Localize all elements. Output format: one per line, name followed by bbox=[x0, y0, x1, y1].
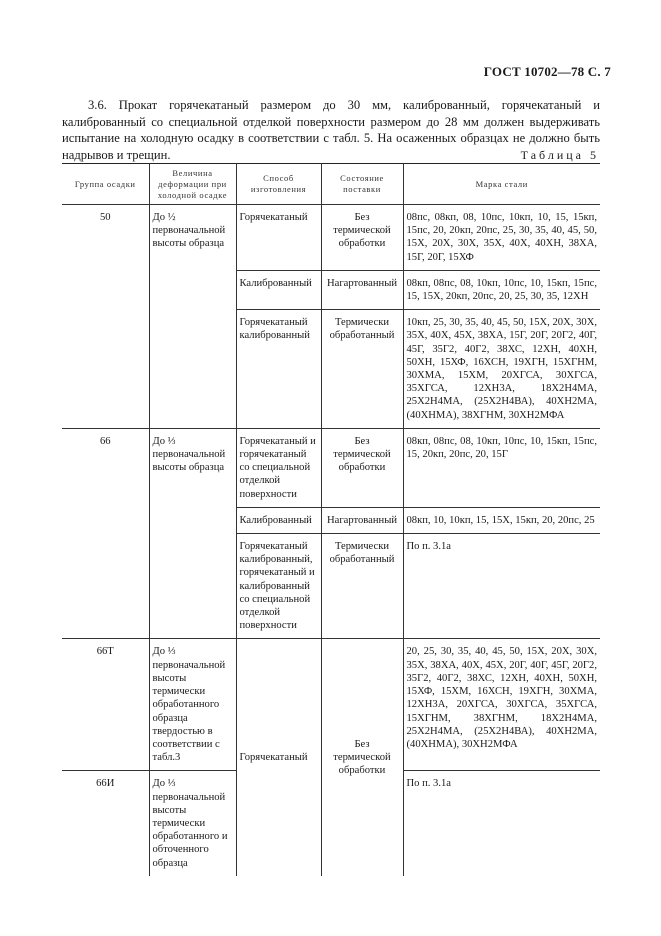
method-cell: Горячекатаный и горячекатаный со специальной отделкой поверхности bbox=[236, 428, 321, 507]
header-method: Способ изготовления bbox=[236, 164, 321, 205]
state-cell: Термически обработанный bbox=[321, 310, 403, 429]
state-cell-shared: Без термической обработки bbox=[321, 639, 403, 876]
state-cell: Нагартованный bbox=[321, 270, 403, 309]
state-cell: Термически обработанный bbox=[321, 534, 403, 639]
method-cell: Горячекатаный калиброванный bbox=[236, 310, 321, 429]
table-5 bbox=[62, 163, 600, 876]
state-cell: Без термической обработки bbox=[321, 428, 403, 507]
table-caption: Таблица 5 bbox=[520, 148, 599, 162]
header-state: Состояние поставки bbox=[321, 164, 403, 205]
group-cell: 66 bbox=[62, 428, 149, 639]
state-cell: Нагартованный bbox=[321, 507, 403, 533]
table-row bbox=[62, 428, 600, 507]
deformation-cell: До ⅓ первоначальной высоты образца bbox=[149, 428, 236, 639]
method-cell: Калиброванный bbox=[236, 270, 321, 309]
table-row bbox=[62, 639, 600, 771]
steel-cell: 08кп, 08пс, 08, 10кп, 10пс, 10, 15кп, 15пс, 15, 15Х, 20кп, 20пс, 20, 25, 30, 35, 12ХН bbox=[403, 270, 600, 309]
method-cell-shared: Горячекатаный bbox=[236, 639, 321, 876]
steel-cell: По п. 3.1а bbox=[403, 534, 600, 639]
group-cell: 66Т bbox=[62, 639, 149, 771]
header-steel-grade: Марка стали bbox=[403, 164, 600, 205]
method-cell: Калиброванный bbox=[236, 507, 321, 533]
group-cell: 50 bbox=[62, 205, 149, 429]
steel-cell: 10кп, 25, 30, 35, 40, 45, 50, 15Х, 20Х, 30Х, 35Х, 40Х, 45Х, 38ХА, 15Г, 20Г, 20Г2, 40Г, 45Г, 35Г2, 40Г2, 38ХС, 12ХН, 40ХН, 50ХН, 15ХФ, 16ХСН, 19ХГН, 15ХГНМ, 30ХМА, 15ХМ, 20ХГСА, 30ХГСА, 35ХГСА, 12ХН3А, 18Х2Н4МА, 25Х2Н4МА, (25Х2Н4ВА), 40ХН2МА, (40ХНМА), 38ХГНМ, 30ХН2МФА bbox=[403, 310, 600, 429]
page-header: ГОСТ 10702—78 С. 7 bbox=[483, 64, 611, 79]
group-cell: 66И bbox=[62, 771, 149, 876]
paragraph-text: 3.6. Прокат горячекатаный размером до 30 мм, калиброванный, горячекатаный и калиброванный со специальной отделкой поверхности размером до 28 мм должен выдерживать испытание на холодную осадку в соответствии с табл. 5. На осаженных образцах не должно быть надрывов и трещин. bbox=[62, 98, 600, 162]
steel-upsetting-table bbox=[62, 163, 600, 876]
paragraph-3-6 bbox=[62, 97, 600, 163]
method-cell: Горячекатаный калиброванный, горячекатаный и калиброванный со специальной отделкой поверхности bbox=[236, 534, 321, 639]
header-group: Группа осадки bbox=[62, 164, 149, 205]
steel-cell: 08пс, 08кп, 08, 10пс, 10кп, 10, 15, 15кп, 15пс, 20, 20кп, 20пс, 25, 30, 35, 40, 45, 50, 15Х, 20Х, 30Х, 35Х, 40Х, 40ХН, 38ХА, 15Г, 20Г, 15ХФ bbox=[403, 205, 600, 271]
deformation-cell: До ⅓ первоначальной высоты термически обработанного и обточенного образца bbox=[149, 771, 236, 876]
steel-cell: 08кп, 10, 10кп, 15, 15Х, 15кп, 20, 20пс, 25 bbox=[403, 507, 600, 533]
deformation-cell: До ½ первоначальной высоты образца bbox=[149, 205, 236, 429]
table-row bbox=[62, 205, 600, 271]
deformation-cell: До ⅓ первоначальной высоты термически обработанного образца твердостью в соответствии с табл.3 bbox=[149, 639, 236, 771]
method-cell: Горячекатаный bbox=[236, 205, 321, 271]
steel-cell: По п. 3.1а bbox=[403, 771, 600, 876]
steel-cell: 08кп, 08пс, 08, 10кп, 10пс, 10, 15кп, 15пс, 15, 20кп, 20пс, 20, 15Г bbox=[403, 428, 600, 507]
header-deformation: Величина деформации при холодной осадке bbox=[149, 164, 236, 205]
steel-cell: 20, 25, 30, 35, 40, 45, 50, 15Х, 20Х, 30Х, 35Х, 38ХА, 40Х, 45Х, 20Г, 40Г, 45Г, 20Г2, 35Г2, 40Г2, 38ХС, 12ХН, 40ХН, 50ХН, 15ХФ, 15ХМ, 16ХСН, 19ХГН, 30ХМА, 12ХН3А, 20ХГСА, 30ХГСА, 35ХГСА, 15ХГНМ, 38ХГНМ, 18Х2Н4МА, 25Х2Н4МА, (25Х2Н4ВА), 40ХН2МА, (40ХНМА), 30ХН2МФА bbox=[403, 639, 600, 771]
state-cell: Без термической обработки bbox=[321, 205, 403, 271]
